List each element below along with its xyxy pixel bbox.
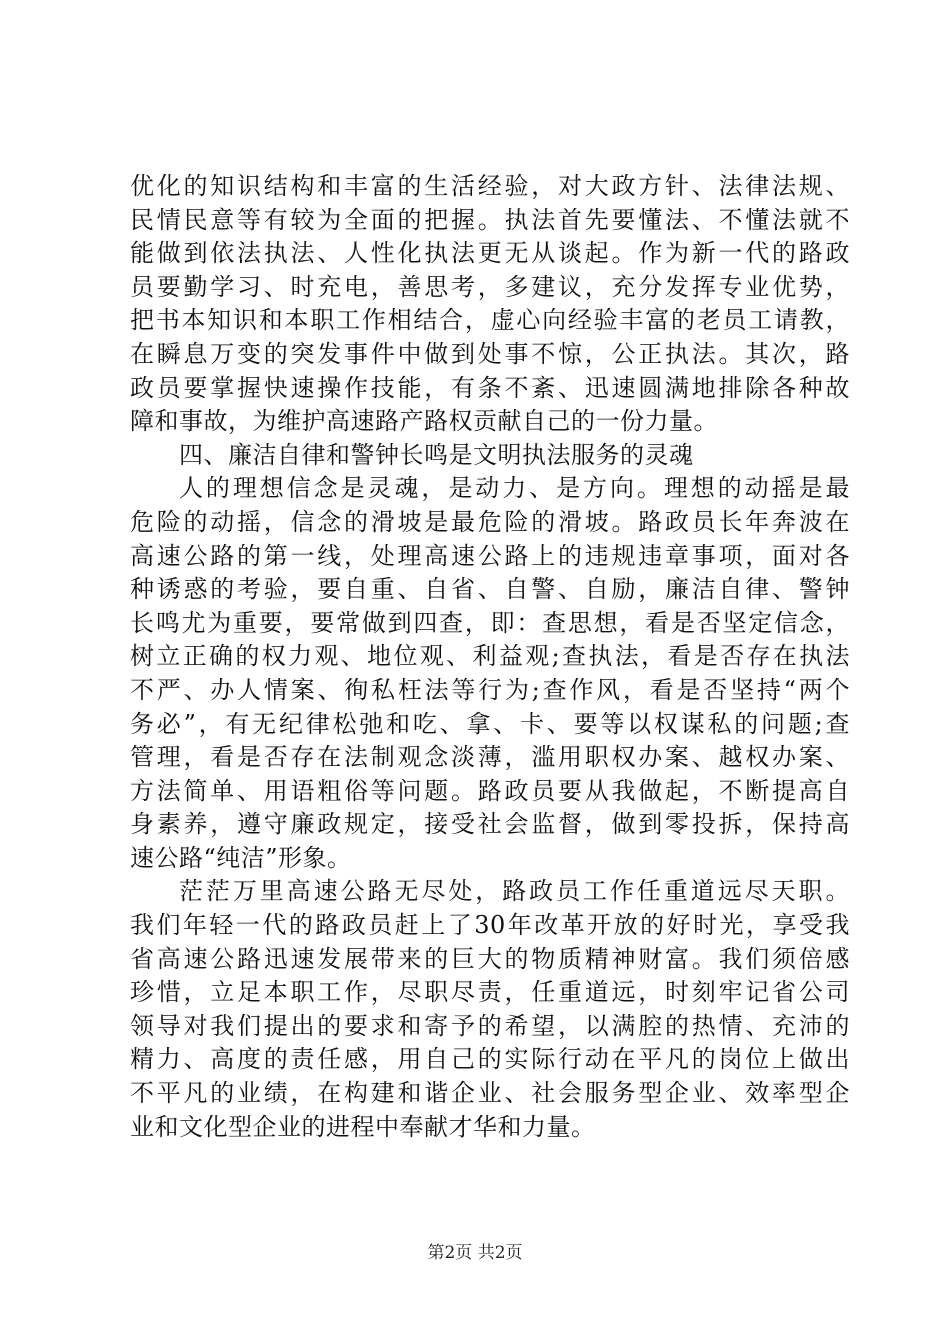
page-number-footer: 第2页 共2页 — [427, 1243, 523, 1263]
body-line: 障和事故，为维护高速路产路权贡献自己的一份力量。 — [130, 407, 718, 436]
body-line: 高速公路的第一线，处理高速公路上的违规违章事项，面对各 — [130, 541, 850, 570]
body-line: 能做到依法执法、人性化执法更无从谈起。作为新一代的路政 — [130, 239, 850, 268]
body-line: 务必”，有无纪律松弛和吃、拿、卡、要等以权谋私的问题;查 — [130, 709, 850, 738]
body-line: 业和文化型企业的进程中奉献才华和力量。 — [130, 1112, 596, 1141]
body-line: 种诱惑的考验，要自重、自省、自警、自励，廉洁自律、警钟 — [130, 575, 850, 604]
body-line: 民情民意等有较为全面的把握。执法首先要懂法、不懂法就不 — [130, 205, 850, 234]
section-heading: 四、廉洁自律和警钟长鸣是文明执法服务的灵魂 — [179, 440, 694, 469]
body-line: 优化的知识结构和丰富的生活经验，对大政方针、法律法规、 — [130, 172, 850, 200]
body-line: 领导对我们提出的要求和寄予的希望，以满腔的热情、充沛的 — [130, 1011, 850, 1040]
body-line: 在瞬息万变的突发事件中做到处事不惊，公正执法。其次，路 — [130, 339, 850, 368]
body-line: 珍惜，立足本职工作，尽职尽责，任重道远，时刻牢记省公司 — [130, 978, 850, 1007]
body-line: 方法简单、用语粗俗等问题。路政员要从我做起，不断提高自 — [130, 776, 850, 805]
body-line: 不严、办人情案、徇私枉法等行为;查作风，看是否坚持“两个 — [130, 675, 850, 704]
body-line: 人的理想信念是灵魂，是动力、是方向。理想的动摇是最 — [179, 474, 850, 503]
body-line: 把书本知识和本职工作相结合，虚心向经验丰富的老员工请教， — [130, 306, 850, 335]
body-line: 危险的动摇，信念的滑坡是最危险的滑坡。路政员长年奔波在 — [130, 507, 850, 536]
body-line: 精力、高度的责任感，用自己的实际行动在平凡的岗位上做出 — [130, 1045, 850, 1074]
body-line: 长鸣尤为重要，要常做到四查，即：查思想，看是否坚定信念， — [130, 608, 850, 637]
body-line: 身素养，遵守廉政规定，接受社会监督，做到零投拆，保持高 — [130, 810, 850, 839]
body-line: 我们年轻一代的路政员赶上了30年改革开放的好时光，享受我 — [130, 911, 850, 940]
body-line: 茫茫万里高速公路无尽处，路政员工作任重道远尽天职。 — [179, 877, 850, 906]
body-line: 不平凡的业绩，在构建和谐企业、社会服务型企业、效率型企 — [130, 1079, 850, 1108]
body-line: 速公路“纯洁”形象。 — [130, 843, 352, 872]
body-line: 员要勤学习、时充电，善思考，多建议，充分发挥专业优势， — [130, 272, 850, 301]
document-body — [130, 170, 850, 1144]
body-line: 政员要掌握快速操作技能，有条不紊、迅速圆满地排除各种故 — [130, 373, 850, 402]
body-line: 管理，看是否存在法制观念淡薄，滥用职权办案、越权办案、 — [130, 743, 850, 772]
body-line: 树立正确的权力观、地位观、利益观;查执法，看是否存在执法 — [130, 642, 850, 671]
body-line: 省高速公路迅速发展带来的巨大的物质精神财富。我们须倍感 — [130, 944, 850, 973]
